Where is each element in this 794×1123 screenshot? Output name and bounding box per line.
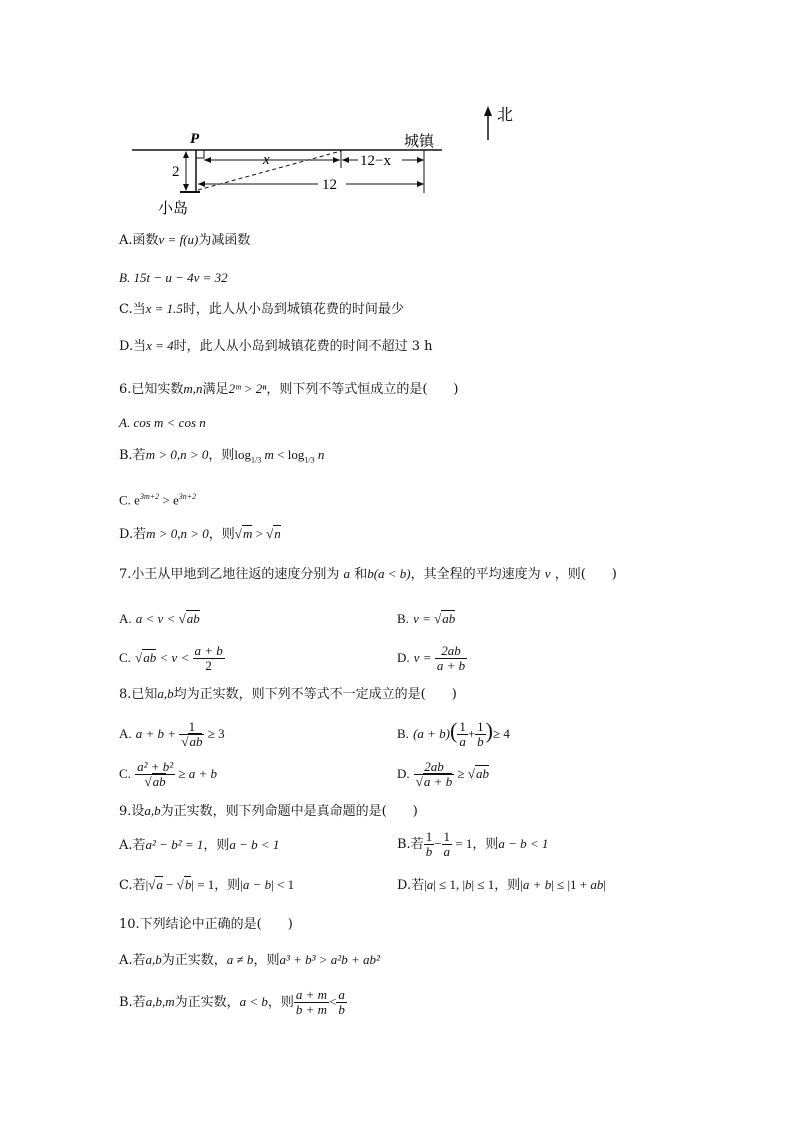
- q6-b-cond: m > 0,n > 0: [145, 447, 209, 462]
- q5-a-tail: 为减函数: [198, 233, 251, 248]
- q5-a-expr: v = f(u): [158, 232, 199, 247]
- point-p-label: P: [190, 131, 200, 147]
- q5-c-expr: x = 1.5: [145, 301, 183, 316]
- q10-b-mid: 为正实数，: [174, 995, 240, 1010]
- q10-b-vars: a,b,m: [145, 994, 175, 1009]
- q7-v: v: [544, 566, 551, 581]
- q7-stem-pre: 7.小王从甲地到乙地往返的速度分别为: [119, 567, 340, 582]
- q6-stem: [119, 380, 459, 399]
- q10-option-b: B.若a,b,m为正实数，a < b，则 $\frac{a + m}{b + m}$ < $\frac{a}{b}$: [119, 987, 345, 1017]
- q6-option-c: C. $e^{3m+2} > e^{3n+2}$: [119, 492, 197, 508]
- q7-option-c: C. √ab < v < $\frac{a + b}{2}$: [119, 643, 223, 673]
- q5-c-tail: 时，此人从小岛到城镇花费的时间最少: [182, 302, 404, 317]
- q6-option-a: [119, 414, 206, 433]
- q6-c-exp2: 3n+2: [178, 492, 197, 501]
- fraction: $\frac{2ab}{a + b}$: [436, 643, 466, 673]
- log-word: log: [234, 447, 252, 462]
- q8-d-label: D.: [397, 766, 410, 781]
- q10-a-vars: a,b: [145, 952, 162, 967]
- q7-stem-tail: ，则( ): [554, 567, 617, 582]
- q8-stem-pre: 8.已知: [119, 687, 158, 702]
- q9-option-a: A.若a² − b² = 1，则a − b < 1: [119, 837, 280, 853]
- q10-stem-text: 10.下列结论中正确的是( ): [119, 917, 293, 932]
- q10-stem: [119, 916, 293, 934]
- arrow-down: [183, 184, 189, 191]
- q6-d-cond: m > 0,n > 0: [146, 526, 209, 541]
- q8-option-b: B. (a + b)( $\frac{1}{a}$ + $\frac{1}{b}$ )≥ 4: [397, 718, 510, 749]
- town-label: 城镇: [404, 134, 435, 150]
- fraction: $\frac{\text{a² + b²}}{√ab}$: [137, 759, 174, 789]
- q6-a-text: A. cos m < cos n: [119, 415, 206, 430]
- arrow-right: [417, 157, 424, 163]
- north-label: 北: [497, 107, 514, 124]
- arrow-left: [198, 181, 205, 187]
- north-arrow-head: [484, 106, 492, 116]
- q8-stem: [119, 685, 457, 704]
- q5-c-pre: C.当: [119, 302, 146, 317]
- q8-option-a: A. a + b + $\frac{1}{√ab}$ ≥ 3: [119, 719, 225, 749]
- q10-a-pre: A.若: [119, 953, 146, 968]
- q5-d-pre: D.当: [119, 339, 147, 354]
- q7-and: 和: [354, 567, 368, 582]
- q6-option-d: D.若m > 0,n > 0，则√m > √n: [119, 526, 281, 542]
- q5-d-tail: 时，此人从小岛到城镇花费的时间不超过 3 h: [173, 339, 433, 354]
- log-base: 1/3: [251, 455, 262, 465]
- q7-b: b(a < b): [367, 566, 411, 581]
- q7-option-b: B. v = √ab: [397, 611, 456, 626]
- q6-stem-expr: 2ᵐ > 2ⁿ: [228, 381, 267, 396]
- q5-option-b: [119, 269, 228, 288]
- q6-stem-pre: 6.已知实数: [119, 382, 184, 397]
- q8-option-d: D. $\frac{2ab}{√a + b}$ ≥ √ab: [397, 759, 489, 789]
- q9-option-b: B.若 $\frac{1}{b}$ − $\frac{1}{a}$ = 1，则a − b < 1: [397, 829, 549, 859]
- q10-b-lt: a < b: [239, 994, 268, 1009]
- q6-b-mid: ，则: [208, 448, 235, 463]
- q5-option-c: [119, 300, 404, 319]
- q5-d-expr: x = 4: [146, 338, 174, 353]
- log-word: log: [287, 447, 305, 462]
- q5-option-d: [119, 337, 433, 356]
- q8-c-label: C.: [119, 766, 131, 781]
- q8-vars: a,b: [157, 686, 174, 701]
- q6-d-mid: ，则: [208, 527, 235, 542]
- q5-option-a: [119, 231, 250, 250]
- q6-b-log1: $\log_{1/3} m < \log_{1/3} n$: [234, 447, 325, 465]
- q10-a-then: ，则: [253, 953, 280, 968]
- fraction: $\frac{1}{b}$: [425, 829, 433, 859]
- fraction: $\frac{1}{a}$: [459, 719, 466, 749]
- q9-b-pre: B.若: [397, 837, 424, 852]
- q5-b-text: B. 15t − u − 4v = 32: [119, 270, 228, 285]
- q9-vars: a,b: [144, 803, 161, 818]
- q6-stem-mid: 满足: [202, 382, 229, 397]
- q9-c-pre: C.若: [119, 878, 146, 893]
- q10-b-then: ，则: [267, 995, 294, 1010]
- q6-b-pre: B.若: [119, 448, 146, 463]
- fraction: $\frac{2ab}{√a + b}$: [415, 759, 453, 789]
- q6-vars: m,n: [183, 381, 203, 396]
- q8-option-c: C. $\frac{\text{a² + b²}}{√ab}$ ≥ a + b: [119, 759, 218, 789]
- q7-stem-mid: ，其全程的平均速度为: [410, 567, 541, 582]
- q7-a-label: A.: [119, 611, 132, 626]
- right-angle-marker: [196, 150, 204, 158]
- q7-option-d: D. v = $\frac{2ab}{a + b}$: [397, 643, 466, 673]
- q8-a-label: A.: [119, 726, 132, 741]
- q10-a-mid: 为正实数，: [161, 953, 227, 968]
- fraction: $\frac{a + b}{2}$: [194, 643, 223, 673]
- q7-c-label: C.: [119, 650, 131, 665]
- q9-then: ，则: [214, 878, 241, 893]
- q6-d-pre: D.若: [119, 527, 147, 542]
- arrow-left: [204, 157, 211, 163]
- arrow-right: [417, 181, 424, 187]
- q6-stem-tail: ，则下列不等式恒成立的是( ): [266, 382, 459, 397]
- q7-a: a: [343, 566, 351, 581]
- segment-x-label: x: [263, 152, 270, 168]
- segment-12-minus-x-label: 12−x: [360, 153, 391, 169]
- fraction: $\frac{1}{a}$: [443, 829, 451, 859]
- q9-stem-pre: 9.设: [119, 804, 145, 819]
- fraction: $\frac{1}{√ab}$: [181, 719, 203, 749]
- log-base: 1/3: [304, 455, 315, 465]
- arrow-left: [342, 157, 349, 163]
- q9-stem-tail: 为正实数，则下列命题中是真命题的是( ): [160, 804, 418, 819]
- fraction: $\frac{a + m}{b + m}$: [295, 987, 328, 1017]
- q7-d-label: D.: [397, 650, 410, 665]
- q9-option-d: D.若|a| ≤ 1, |b| ≤ 1，则|a + b| ≤ |1 + ab|: [397, 877, 606, 893]
- island-town-diagram: [0, 0, 794, 230]
- q9-then: ，则: [494, 878, 521, 893]
- q8-stem-tail: 均为正实数，则下列不等式不一定成立的是( ): [173, 687, 457, 702]
- fraction: $\frac{1}{b}$: [477, 719, 484, 749]
- q10-b-pre: B.若: [119, 995, 146, 1010]
- q7-option-a: A. a < v < √ab: [119, 611, 200, 626]
- q9-then: ，则: [472, 837, 499, 852]
- fraction: $\frac{a}{b}$: [338, 987, 345, 1017]
- q10-a-ne: a ≠ b: [226, 952, 254, 967]
- arrow-up: [183, 151, 189, 158]
- q6-c-exp1: 3m+2: [139, 492, 160, 501]
- q7-b-label: B.: [397, 611, 409, 626]
- q9-a-pre: A.若: [119, 838, 146, 853]
- q6-c-pre: C. e: [119, 492, 140, 508]
- q6-option-b: [119, 446, 324, 470]
- distance-2-label: 2: [172, 164, 180, 180]
- island-label: 小岛: [158, 201, 189, 217]
- arrow-right: [333, 157, 340, 163]
- q8-b-label: B.: [397, 726, 409, 741]
- q9-then: ，则: [203, 838, 230, 853]
- q10-option-a: A.若a,b为正实数，a ≠ b，则a³ + b³ > a²b + ab²: [119, 952, 380, 968]
- segment-12-label: 12: [322, 177, 337, 193]
- q7-stem: [119, 565, 617, 584]
- q5-a-label: A.函数: [119, 233, 159, 248]
- q9-option-c: C.若|√a − √b| = 1，则|a − b| < 1: [119, 877, 295, 893]
- q9-d-pre: D.若: [397, 878, 425, 893]
- q9-stem: [119, 802, 418, 821]
